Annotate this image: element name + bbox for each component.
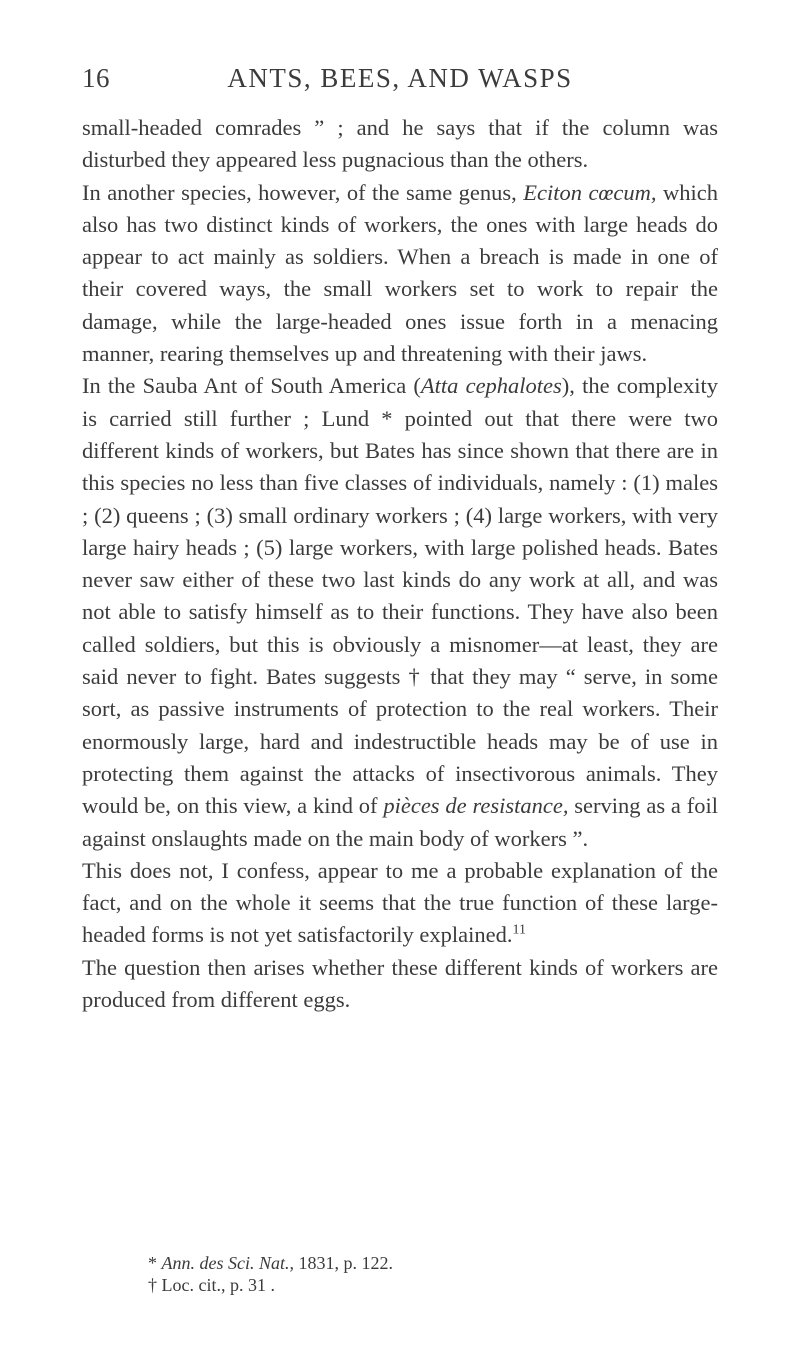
paragraph (82, 855, 718, 952)
note-reference: 11 (512, 922, 526, 938)
citation-detail: † Loc. cit., p. 31 . (148, 1275, 275, 1295)
page-number: 16 (82, 63, 110, 93)
running-title: ANTS, BEES, AND WASPS (227, 63, 573, 93)
citation-title: Ann. des Sci. Nat., (161, 1253, 294, 1273)
text-run: This does not, I confess, appear to me a probable explanation of the fact, and on the whole it seems that the true function of these large-headed forms is not yet satisfactorily explained. (82, 857, 718, 948)
footnotes (148, 1252, 668, 1296)
footnote (148, 1252, 668, 1274)
footnote (148, 1274, 668, 1296)
text-run: ), the complexity is carried still further ; Lund * pointed out that there were two different kinds of workers, but Bates has since shown that there are in this species no less than five classes of individuals, namely : (1) males ; (2) queens ; (3) small ordinary workers ; (4) large workers, with very large hairy heads ; (5) large workers, with large polished heads. Bates never saw either of these two last kinds do any work at all, and was not able to satisfy himself as to their functions. They have also been called soldiers, but this is obviously a misnomer—at least, they are said never to fight. Bates suggests † that they may “ serve, in some sort, as passive instruments of protection to the real workers. Their enormously large, hard and indestructible heads may be of use in protecting them against the attacks of insectivorous animals. They would be, on this view, a kind of (82, 373, 718, 819)
text-run: In another species, however, of the same genus, (82, 179, 524, 205)
footnote-marker: * (148, 1253, 162, 1273)
citation-detail: 1831, p. 122. (294, 1253, 393, 1273)
text-run: which also has two distinct kinds of workers, the ones with large heads do appear to act mainly as soldiers. When a breach is made in one of their covered ways, the small workers set to work to repair the damage, while the large-headed ones issue forth in a menacing manner, rearing themselves up and threatening with their jaws. (82, 179, 718, 367)
text-run: small-headed comrades ” ; and he says that if the column was disturbed they appeared less pugnacious than the others. (82, 115, 718, 173)
paragraph (82, 952, 718, 1017)
species-name: Atta cephalotes (420, 373, 562, 399)
paragraph (82, 370, 718, 854)
body-text (82, 112, 718, 1016)
text-run: The question then arises whether these different kinds of workers are produced from different eggs. (82, 954, 718, 1013)
text-run: In the Sauba Ant of South America ( (82, 373, 421, 399)
page-header (82, 60, 718, 96)
text-run: serving as a foil against onslaughts made on the main body of workers ”. (82, 793, 718, 851)
paragraph (82, 177, 718, 371)
italic-phrase: pièces de resistance, (383, 793, 569, 819)
species-name: Eciton cœcum, (523, 179, 657, 205)
paragraph (82, 112, 718, 177)
